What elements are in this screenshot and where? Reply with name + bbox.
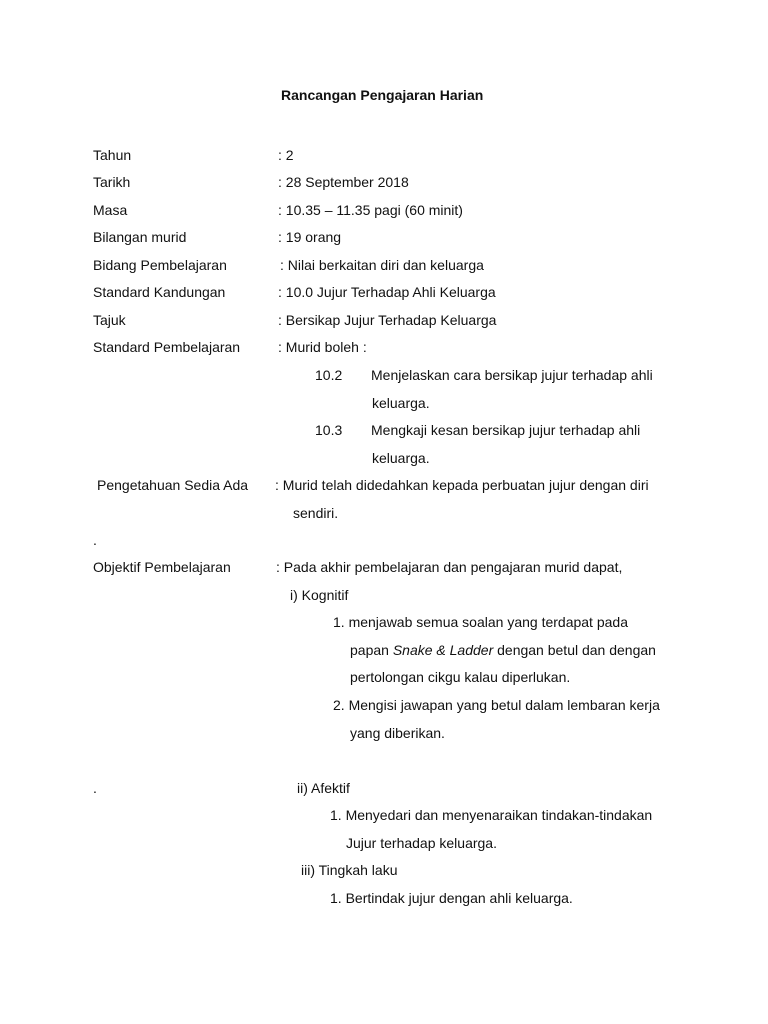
kognitif-item-2-cont: yang diberikan.: [350, 725, 445, 741]
sp-item-text-cont: keluarga.: [372, 450, 430, 466]
sp-item-number: 10.2: [315, 367, 343, 383]
masa-value: : 10.35 – 11.35 pagi (60 minit): [278, 202, 463, 218]
sp-item-text-cont: keluarga.: [372, 395, 430, 411]
pengetahuan-value: : Murid telah didedahkan kepada perbuatan jujur dengan diri: [275, 477, 649, 493]
tajuk-value: : Bersikap Jujur Terhadap Keluarga: [278, 312, 497, 328]
bidang-pembelajaran-value: : Nilai berkaitan diri dan keluarga: [280, 257, 484, 273]
kognitif-item-1: 1. menjawab semua soalan yang terdapat pada: [333, 614, 628, 630]
tingkah-laku-item-1: 1. Bertindak jujur dengan ahli keluarga.: [330, 890, 573, 906]
pengetahuan-label: Pengetahuan Sedia Ada: [97, 477, 249, 493]
tarikh-value: : 28 September 2018: [278, 174, 409, 190]
sp-item-text: Menjelaskan cara bersikap jujur terhadap ahli: [371, 367, 653, 383]
separator-dot: .: [93, 780, 97, 796]
document-title: Rancangan Pengajaran Harian: [281, 87, 484, 103]
kognitif-item-1-post: dengan betul dan dengan: [493, 642, 656, 658]
kognitif-item-1-pre: papan: [350, 642, 393, 658]
afektif-heading: ii) Afektif: [297, 780, 350, 796]
tajuk-label: Tajuk: [93, 312, 126, 328]
bilangan-murid-label: Bilangan murid: [93, 229, 187, 245]
kognitif-item-1-cont: [350, 642, 656, 658]
standard-pembelajaran-value: : Murid boleh :: [278, 339, 367, 355]
tarikh-label: Tarikh: [93, 174, 131, 190]
kognitif-item-1-cont2: pertolongan cikgu kalau diperlukan.: [350, 669, 571, 685]
tahun-value: : 2: [278, 147, 294, 163]
tingkah-laku-heading: iii) Tingkah laku: [301, 862, 398, 878]
sp-item-text: Mengkaji kesan bersikap jujur terhadap ahli: [371, 422, 641, 438]
afektif-item-1: 1. Menyedari dan menyenaraikan tindakan-tindakan: [330, 807, 653, 823]
bilangan-murid-value: : 19 orang: [278, 229, 342, 245]
tahun-label: Tahun: [93, 147, 132, 163]
objektif-label: Objektif Pembelajaran: [93, 559, 231, 575]
objektif-value: : Pada akhir pembelajaran dan pengajaran murid dapat,: [276, 559, 623, 575]
snake-ladder-text: Snake & Ladder: [392, 642, 494, 658]
kognitif-item-2: 2. Mengisi jawapan yang betul dalam lembaran kerja: [333, 697, 660, 713]
separator-dot: .: [93, 532, 97, 548]
sp-item-number: 10.3: [315, 422, 343, 438]
standard-kandungan-value: : 10.0 Jujur Terhadap Ahli Keluarga: [278, 284, 496, 300]
bidang-pembelajaran-label: Bidang Pembelajaran: [93, 257, 227, 273]
pengetahuan-value-cont: sendiri.: [293, 505, 339, 521]
masa-label: Masa: [93, 202, 128, 218]
standard-pembelajaran-label: Standard Pembelajaran: [93, 339, 241, 355]
standard-kandungan-label: Standard Kandungan: [93, 284, 226, 300]
kognitif-heading: i) Kognitif: [290, 587, 349, 603]
afektif-item-1-cont: Jujur terhadap keluarga.: [346, 835, 497, 851]
